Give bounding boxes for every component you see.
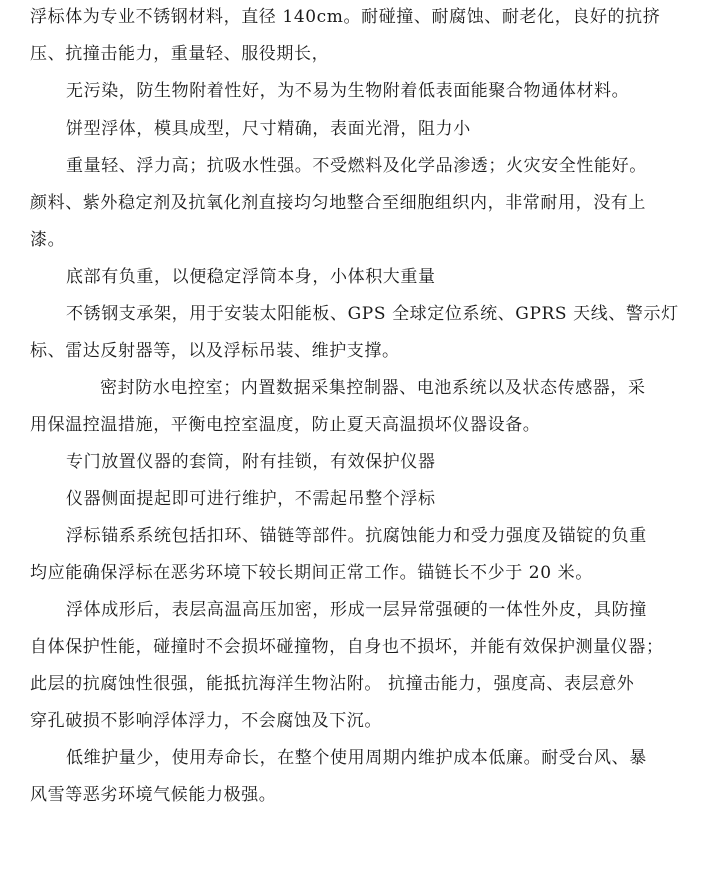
text-line: 压、抗撞击能力，重量轻、服役期长， xyxy=(30,44,330,64)
text-line: 重量轻、浮力高；抗吸水性强。不受燃料及化学品渗透；火灾安全性能好。 xyxy=(66,156,647,176)
text-line: 专门放置仪器的套筒，附有挂锁，有效保护仪器 xyxy=(66,452,436,472)
text-line: 标、雷达反射器等，以及浮标吊装、维护支撑。 xyxy=(30,341,400,361)
text-line: 底部有负重，以便稳定浮筒本身，小体积大重量 xyxy=(66,267,436,287)
text-line: 浮标体为专业不锈钢材料，直径 140cm。耐碰撞、耐腐蚀、耐老化，良好的抗挤 xyxy=(30,7,661,27)
text-line: 密封防水电控室；内置数据采集控制器、电池系统以及状态传感器，采 xyxy=(100,378,646,398)
text-line: 低维护量少，使用寿命长，在整个使用周期内维护成本低廉。耐受台风、暴 xyxy=(66,748,647,768)
text-line: 仪器侧面提起即可进行维护，不需起吊整个浮标 xyxy=(66,489,436,509)
text-line: 自体保护性能，碰撞时不会损坏碰撞物，自身也不损坏，并能有效保护测量仪器； xyxy=(30,637,664,657)
text-line: 漆。 xyxy=(30,230,66,250)
text-line: 浮标锚系系统包括扣环、锚链等部件。抗腐蚀能力和受力强度及锚锭的负重 xyxy=(66,526,647,546)
text-line: 用保温控温措施，平衡电控室温度，防止夏天高温损坏仪器设备。 xyxy=(30,415,541,435)
text-line: 饼型浮体，模具成型，尺寸精确，表面光滑，阻力小 xyxy=(66,119,471,139)
text-line: 穿孔破损不影响浮体浮力，不会腐蚀及下沉。 xyxy=(30,711,382,731)
text-line: 均应能确保浮标在恶劣环境下较长期间正常工作。锚链长不少于 20 米。 xyxy=(30,563,593,583)
text-line: 颜料、紫外稳定剂及抗氧化剂直接均匀地整合至细胞组织内，非常耐用，没有上 xyxy=(30,193,646,213)
text-line: 浮体成形后，表层高温高压加密，形成一层异常强硬的一体性外皮，具防撞 xyxy=(66,600,647,620)
text-line: 此层的抗腐蚀性很强，能抵抗海洋生物沾附。 抗撞击能力，强度高、表层意外 xyxy=(30,674,635,694)
text-line: 风雪等恶劣环境气候能力极强。 xyxy=(30,785,277,805)
text-line: 不锈钢支承架，用于安装太阳能板、GPS 全球定位系统、GPRS 天线、警示灯 xyxy=(66,304,679,324)
text-line: 无污染，防生物附着性好，为不易为生物附着低表面能聚合物通体材料。 xyxy=(66,81,630,101)
